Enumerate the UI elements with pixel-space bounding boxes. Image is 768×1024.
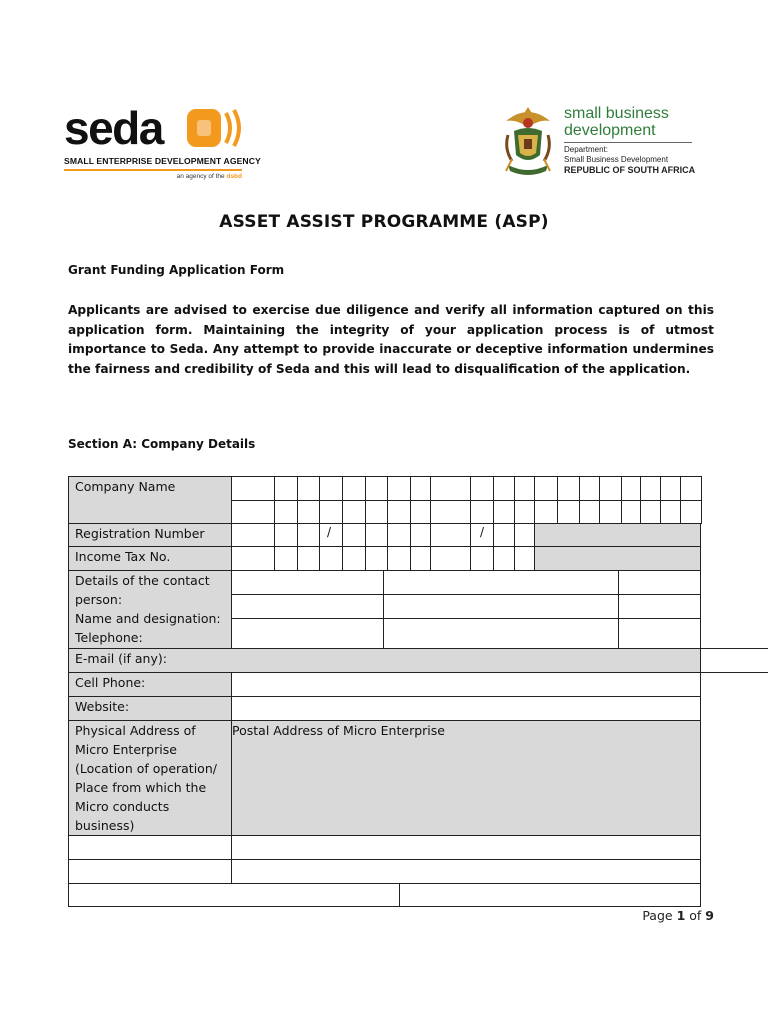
seda-subline: an agency of the dsbd xyxy=(176,173,242,180)
dsbd-rule xyxy=(564,142,692,143)
income-tax-char-box[interactable] xyxy=(430,546,471,571)
company-name-char-box[interactable] xyxy=(365,476,388,501)
company-name-char-box[interactable] xyxy=(621,500,641,524)
registration-separator: / xyxy=(480,525,485,539)
company-name-char-box[interactable] xyxy=(660,500,681,524)
company-name-char-box[interactable] xyxy=(493,500,515,524)
company-name-char-box[interactable] xyxy=(274,476,298,501)
company-name-char-box[interactable] xyxy=(387,476,411,501)
name-designation-input[interactable] xyxy=(618,594,701,619)
income-tax-char-box[interactable] xyxy=(297,546,320,571)
income-tax-char-box[interactable] xyxy=(514,546,535,571)
name-designation-input[interactable] xyxy=(231,594,384,619)
company-name-char-box[interactable] xyxy=(640,500,661,524)
address-input[interactable] xyxy=(399,883,701,907)
company-name-char-box[interactable] xyxy=(493,476,515,501)
company-name-char-box[interactable] xyxy=(557,476,580,501)
registration-separator: / xyxy=(327,525,332,539)
income-tax-char-box[interactable] xyxy=(365,546,388,571)
registration-char-box[interactable] xyxy=(493,523,515,547)
company-name-char-box[interactable] xyxy=(579,500,600,524)
page-title: ASSET ASSIST PROGRAMME (ASP) xyxy=(219,212,549,232)
email-label: E-mail (if any): xyxy=(68,648,701,673)
contact-person-label: Details of the contact person: Name and designation: Telephone: xyxy=(68,570,232,649)
seda-signal-icon xyxy=(186,107,244,149)
company-details-table xyxy=(68,476,701,907)
registration-shaded-cell xyxy=(534,523,701,547)
website-label: Website: xyxy=(68,696,232,721)
contact-input[interactable] xyxy=(383,570,619,595)
postal-address-label: Postal Address of Micro Enterprise xyxy=(231,720,701,836)
income-tax-char-box[interactable] xyxy=(231,546,275,571)
company-name-char-box[interactable] xyxy=(297,500,320,524)
registration-char-box[interactable] xyxy=(470,523,494,547)
company-name-char-box[interactable] xyxy=(430,500,471,524)
company-name-char-box[interactable] xyxy=(660,476,681,501)
company-name-label: Company Name xyxy=(68,476,232,524)
income-tax-char-box[interactable] xyxy=(493,546,515,571)
income-tax-char-box[interactable] xyxy=(319,546,343,571)
registration-number-label: Registration Number xyxy=(68,523,232,547)
income-tax-char-box[interactable] xyxy=(342,546,366,571)
company-name-char-box[interactable] xyxy=(274,500,298,524)
company-name-char-box[interactable] xyxy=(387,500,411,524)
registration-char-box[interactable] xyxy=(365,523,388,547)
address-input[interactable] xyxy=(68,835,232,860)
registration-char-box[interactable] xyxy=(430,523,471,547)
company-name-char-box[interactable] xyxy=(514,500,535,524)
email-overflow-cell xyxy=(700,648,768,673)
registration-char-box[interactable] xyxy=(410,523,431,547)
telephone-input[interactable] xyxy=(231,618,384,649)
company-name-char-box[interactable] xyxy=(514,476,535,501)
section-heading: Section A: Company Details xyxy=(68,437,256,451)
income-tax-char-box[interactable] xyxy=(274,546,298,571)
dsbd-logo xyxy=(500,105,710,185)
registration-char-box[interactable] xyxy=(387,523,411,547)
dsbd-department: Department: Small Business Development REPUBLIC OF SOUTH AFRICA xyxy=(564,145,696,175)
address-input[interactable] xyxy=(68,883,400,907)
registration-char-box[interactable] xyxy=(297,523,320,547)
company-name-char-box[interactable] xyxy=(410,500,431,524)
cell-phone-label: Cell Phone: xyxy=(68,672,232,697)
company-name-char-box[interactable] xyxy=(534,500,558,524)
company-name-char-box[interactable] xyxy=(579,476,600,501)
address-input[interactable] xyxy=(231,835,701,860)
company-name-char-box[interactable] xyxy=(470,500,494,524)
telephone-input[interactable] xyxy=(618,618,701,649)
name-designation-input[interactable] xyxy=(383,594,619,619)
dsbd-title: small business development xyxy=(564,105,669,139)
cell-phone-input[interactable] xyxy=(231,672,701,697)
company-name-char-box[interactable] xyxy=(430,476,471,501)
website-input[interactable] xyxy=(231,696,701,721)
registration-char-box[interactable] xyxy=(342,523,366,547)
form-subtitle: Grant Funding Application Form xyxy=(68,263,285,277)
page-number: Page 1 of 9 xyxy=(642,908,714,923)
income-tax-shaded-cell xyxy=(534,546,701,571)
company-name-char-box[interactable] xyxy=(470,476,494,501)
registration-char-box[interactable] xyxy=(514,523,535,547)
company-name-char-box[interactable] xyxy=(342,476,366,501)
income-tax-char-box[interactable] xyxy=(410,546,431,571)
company-name-char-box[interactable] xyxy=(599,500,622,524)
company-name-char-box[interactable] xyxy=(599,476,622,501)
telephone-input[interactable] xyxy=(383,618,619,649)
intro-paragraph: Applicants are advised to exercise due diligence and verify all information captured on this application form. Maintaining the integrity of your application process is of utmost importance to Seda. Any attempt to provide inaccurate or deceptive information undermines the fairness and credibility of Seda and this will lead to disqualification of the application. xyxy=(68,303,714,376)
company-name-char-box[interactable] xyxy=(297,476,320,501)
company-name-char-box[interactable] xyxy=(365,500,388,524)
address-input[interactable] xyxy=(68,859,232,884)
company-name-char-box[interactable] xyxy=(640,476,661,501)
coat-of-arms-icon xyxy=(500,105,556,181)
seda-rule xyxy=(64,169,242,171)
contact-input[interactable] xyxy=(231,570,384,595)
company-name-char-box[interactable] xyxy=(342,500,366,524)
registration-char-box[interactable] xyxy=(231,523,275,547)
income-tax-label: Income Tax No. xyxy=(68,546,232,571)
company-name-char-box[interactable] xyxy=(231,500,275,524)
company-name-char-box[interactable] xyxy=(557,500,580,524)
company-name-char-box[interactable] xyxy=(410,476,431,501)
seda-logo xyxy=(64,102,261,183)
company-name-char-box[interactable] xyxy=(680,500,702,524)
registration-char-box[interactable] xyxy=(319,523,343,547)
company-name-char-box[interactable] xyxy=(319,500,343,524)
income-tax-char-box[interactable] xyxy=(470,546,494,571)
physical-address-label: Physical Address of Micro Enterprise (Location of operation/ Place from which the Micro conducts business) xyxy=(68,720,232,836)
company-name-char-box[interactable] xyxy=(319,476,343,501)
company-name-char-box[interactable] xyxy=(621,476,641,501)
company-name-char-box[interactable] xyxy=(680,476,702,501)
company-name-char-box[interactable] xyxy=(231,476,275,501)
income-tax-char-box[interactable] xyxy=(387,546,411,571)
contact-input[interactable] xyxy=(618,570,701,595)
company-name-char-box[interactable] xyxy=(534,476,558,501)
registration-char-box[interactable] xyxy=(274,523,298,547)
seda-wordmark: seda xyxy=(64,102,163,154)
seda-tagline: SMALL ENTERPRISE DEVELOPMENT AGENCY xyxy=(64,156,261,166)
address-input[interactable] xyxy=(231,859,701,884)
